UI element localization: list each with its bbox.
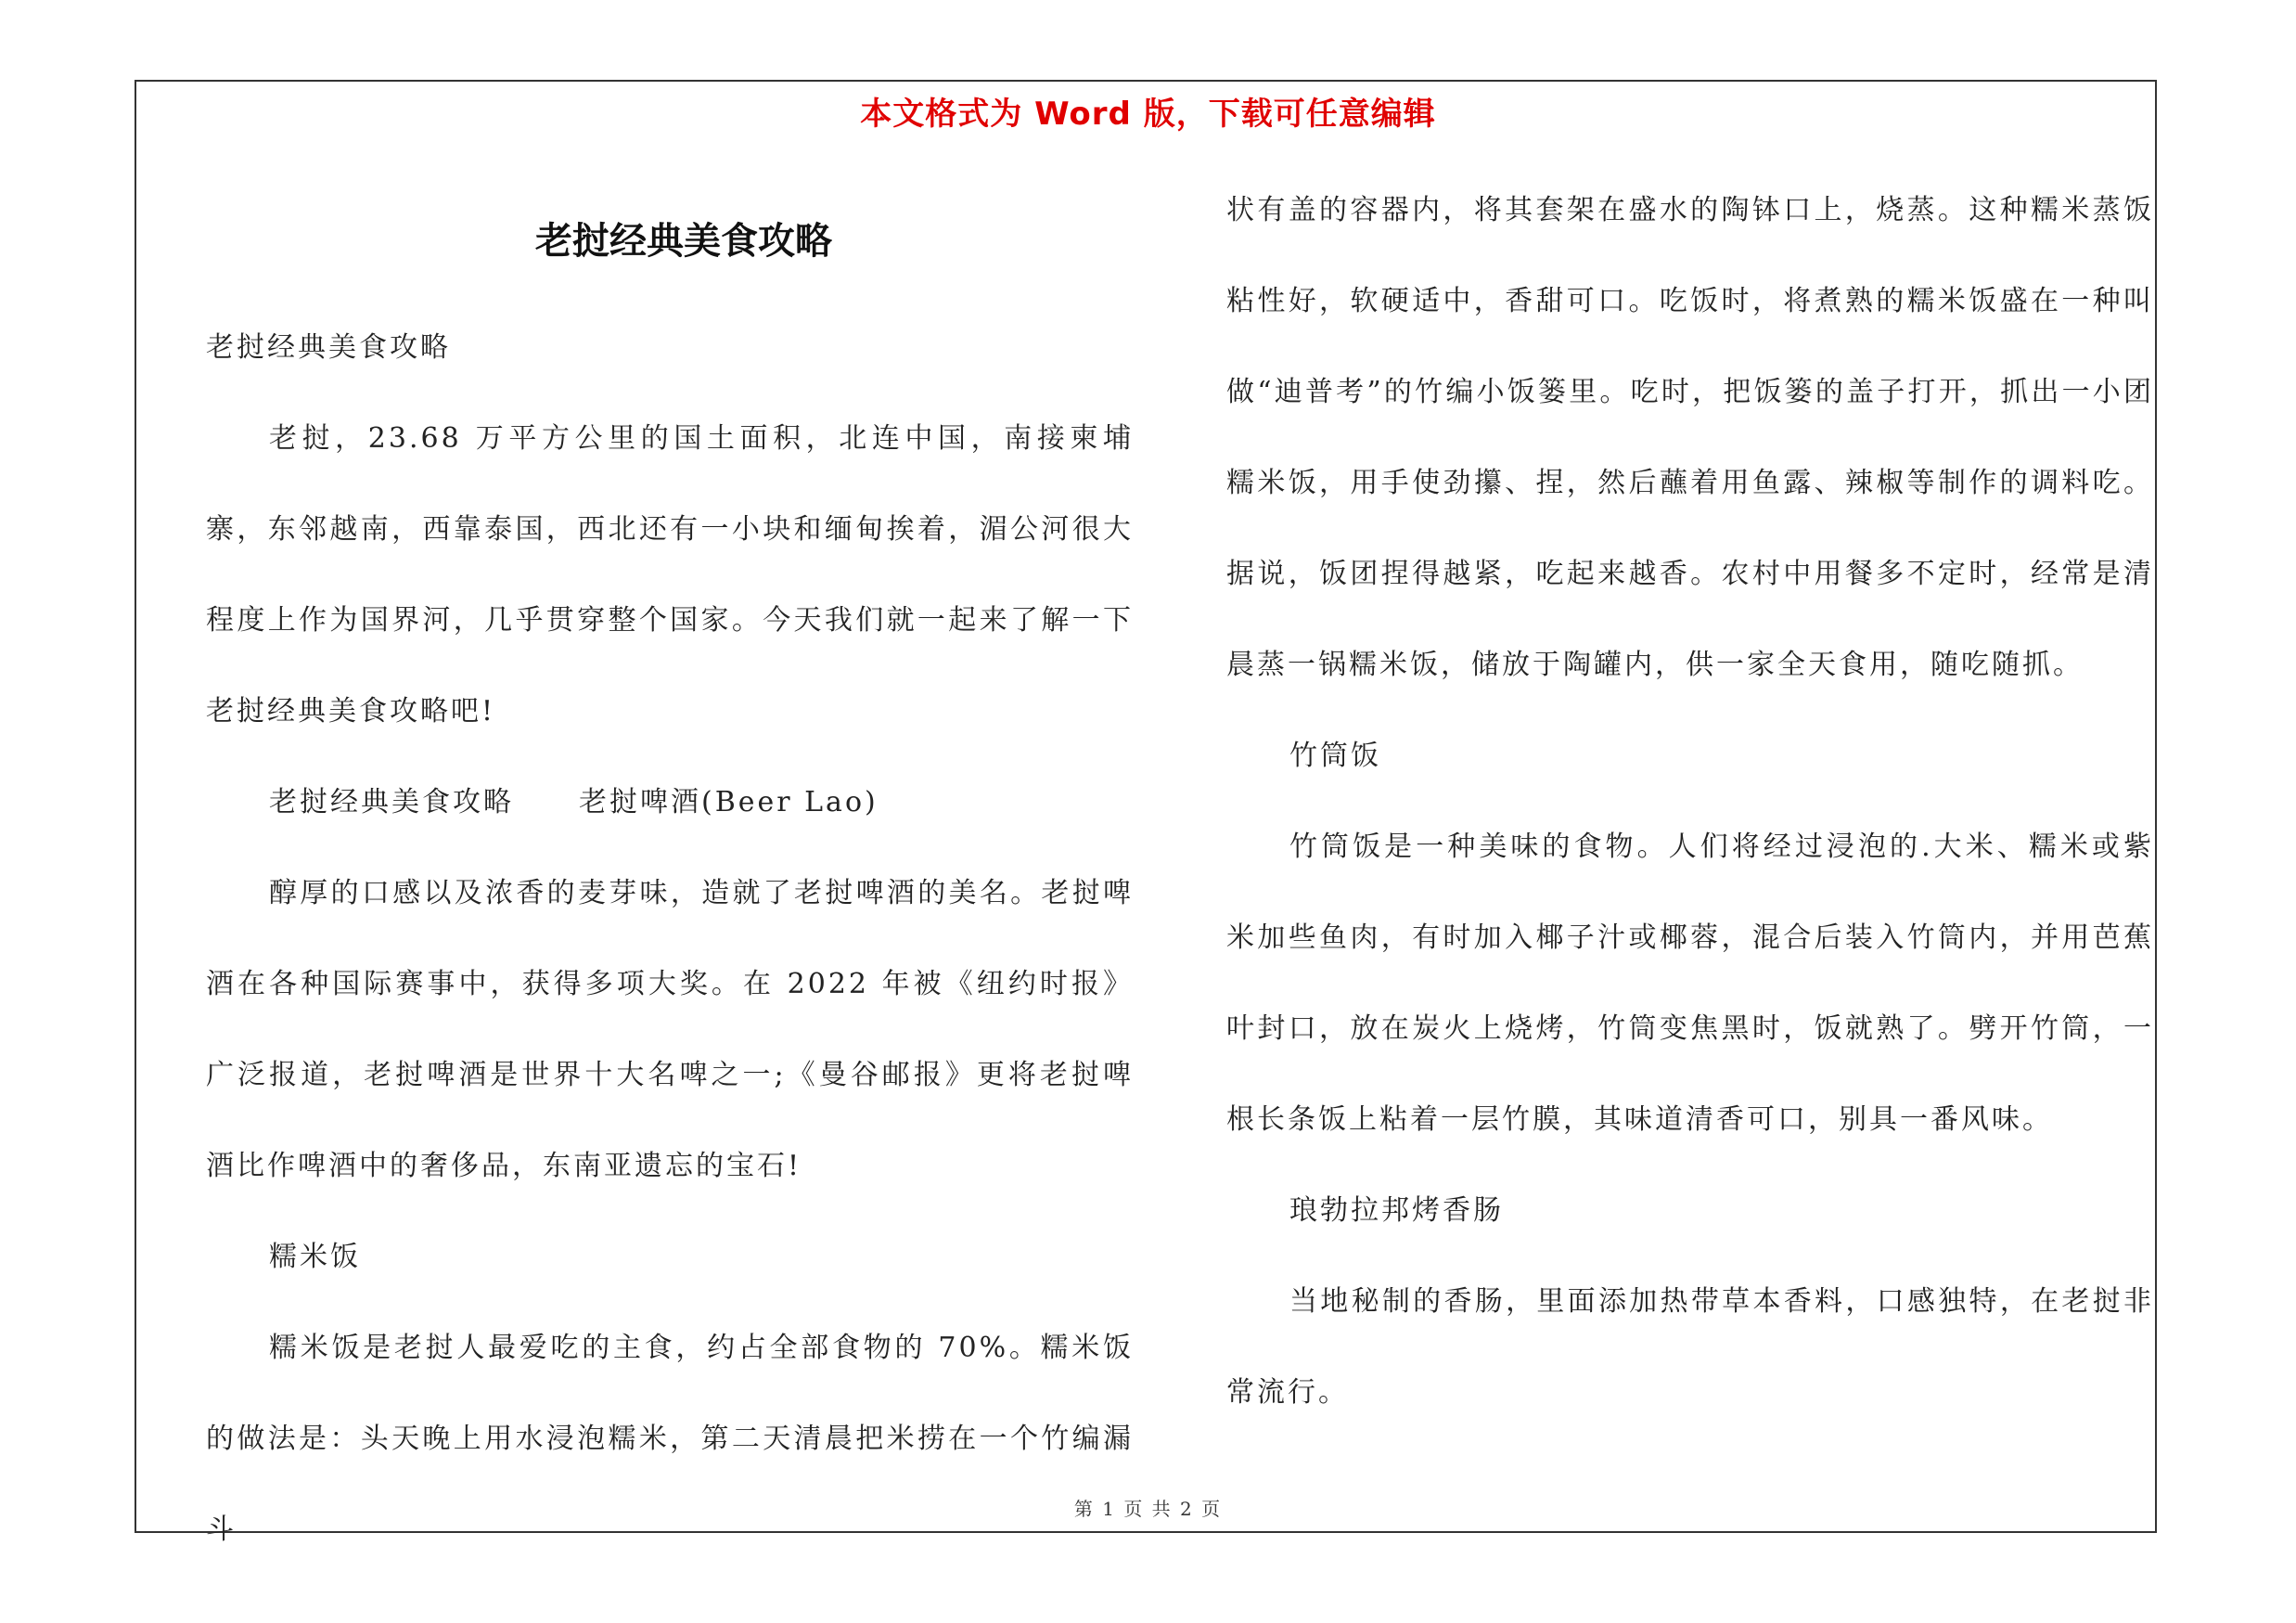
subtitle: 老挝经典美食攻略 [206, 331, 451, 364]
word-format-banner: 本文格式为 Word 版，下载可任意编辑 [860, 96, 1436, 133]
rice-paragraph-continued: 状有盖的容器内，将其套架在盛水的陶钵口上，烧蒸。这种糯米蒸饭粘性好，软硬适中，香甜可口。吃饭时，将煮熟的糯米饭盛在一种叫做“迪普考”的竹编小饭篓里。吃时，把饭篓的盖子打开，抓出一小团糯米饭，用手使劲攥、捏，然后蘸着用鱼露、辣椒等制作的调料吃。据说，饭团捏得越紧，吃起来越香。农村中用餐多不定时，经常是清晨蒸一锅糯米饭，储放于陶罐内，供一家全天食用，随吃随抓。 [1226, 194, 2154, 681]
beer-heading-left: 老挝经典美食攻略 [269, 786, 514, 818]
intro-paragraph: 老挝，23.68 万平方公里的国土面积，北连中国，南接柬埔寨，东邻越南，西靠泰国，西北还有一小块和缅甸挨着，湄公河很大程度上作为国界河，几乎贯穿整个国家。今天我们就一起来了解一下老挝经典美食攻略吧! [206, 422, 1134, 728]
rice-heading: 糯米饭 [269, 1241, 361, 1273]
beer-heading-right: 老挝啤酒(Beer Lao) [579, 786, 879, 818]
bamboo-paragraph: 竹筒饭是一种美味的食物。人们将经过浸泡的.大米、糯米或紫米加些鱼肉，有时加入椰子汁或椰蓉，混合后装入竹筒内，并用芭蕉叶封口，放在炭火上烧烤，竹筒变焦黑时，饭就熟了。劈开竹筒，一根长条饭上粘着一层竹膜，其味道清香可口，别具一番风味。 [1226, 831, 2154, 1136]
left-column [206, 303, 1134, 1576]
bamboo-heading: 竹筒饭 [1289, 740, 1381, 772]
right-column [1226, 165, 2154, 1438]
page-number-footer: 第 1 页 共 2 页 [1073, 1498, 1223, 1520]
beer-heading [206, 757, 1134, 848]
beer-paragraph: 醇厚的口感以及浓香的麦芽味，造就了老挝啤酒的美名。老挝啤酒在各种国际赛事中，获得多项大奖。在 2022 年被《纽约时报》广泛报道，老挝啤酒是世界十大名啤之一;《曼谷邮报》更将老挝啤酒比作啤酒中的奢侈品，东南亚遗忘的宝石! [206, 877, 1134, 1182]
sausage-paragraph: 当地秘制的香肠，里面添加热带草本香料，口感独特，在老挝非常流行。 [1226, 1285, 2154, 1409]
document-title: 老挝经典美食攻略 [535, 220, 832, 263]
rice-paragraph: 糯米饭是老挝人最爱吃的主食，约占全部食物的 70%。糯米饭的做法是：头天晚上用水浸泡糯米，第二天清晨把米捞在一个竹编漏斗 [206, 1332, 1134, 1546]
sausage-heading: 琅勃拉邦烤香肠 [1289, 1194, 1504, 1227]
